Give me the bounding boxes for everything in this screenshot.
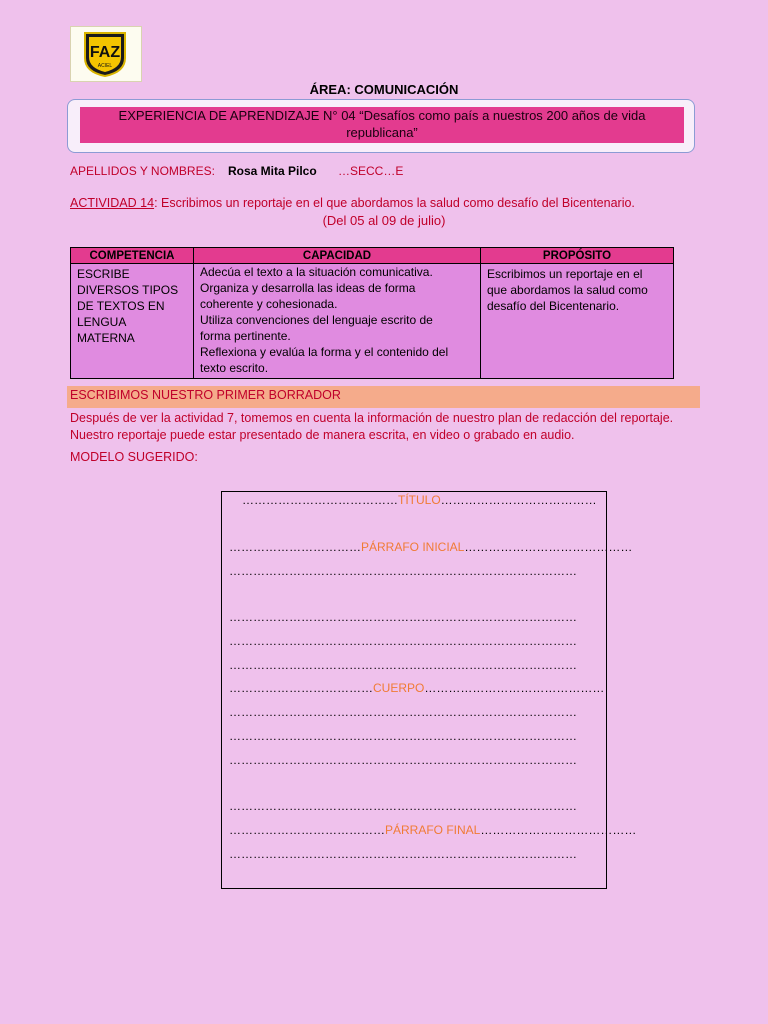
capacidad-line: texto escrito. [200,361,269,375]
instructions-line-1: Después de ver la actividad 7, tomemos en cuenta la información de nuestro plan de redacción del reportaje. [70,411,674,425]
dotted-line: …………………………………………………………………………… [229,799,577,813]
dotted-line: …………………………………………………………………………… [229,753,577,767]
area-title: ÁREA: COMUNICACIÓN [309,82,459,97]
activity-dates: (Del 05 al 09 de julio) [322,213,446,228]
titulo-line: …………………………………TÍTULO………………………………… [242,493,597,507]
student-section: …SECC…E [338,164,404,178]
dotted-line: …………………………………………………………………………… [229,729,577,743]
table-header-row [71,248,674,264]
competencia-cell [71,264,194,379]
capacidad-line: Adecúa el texto a la situación comunicativa. [200,265,433,279]
proposito-cell [481,264,674,379]
proposito-line: Escribimos un reportaje en el [487,267,643,281]
logo-text: FAZ [89,44,121,61]
shield-icon [82,30,128,77]
dotted-line: …………………………………………………………………………… [229,705,577,719]
header-competencia: COMPETENCIA [71,248,194,264]
proposito-line: que abordamos la salud como [487,283,648,297]
competencia-line: DIVERSOS TIPOS [77,283,179,297]
activity-text: : Escribimos un reportaje en el que abordamos la salud como desafío del Bicentenario. [154,196,635,210]
modelo-label: MODELO SUGERIDO: [70,450,198,464]
model-template-box [221,491,637,889]
capacidad-line: forma pertinente. [200,329,291,343]
competency-table [70,247,674,379]
titulo-label: TÍTULO [398,493,441,507]
parrafo-final-line: …………………………………PÁRRAFO FINAL………………………………… [229,823,637,837]
proposito-line: desafío del Bicentenario. [487,299,620,313]
instructions-paragraph [70,410,710,444]
cuerpo-line: ………………………………CUERPO……………………………………… [229,681,605,695]
competencia-line: ESCRIBE [77,267,130,281]
experience-line-1: EXPERIENCIA DE APRENDIZAJE N° 04 “Desafíos como país a nuestros 200 años de vida [118,108,646,123]
capacidad-cell [194,264,481,379]
dotted-line: …………………………………………………………………………… [229,610,577,624]
table-row [71,264,674,379]
instructions-line-2: Nuestro reportaje puede estar presentado de manera escrita, en video o grabado en audio. [70,428,575,442]
cuerpo-label: CUERPO [373,681,425,695]
experience-banner [80,107,684,143]
capacidad-line: Organiza y desarrolla las ideas de forma [200,281,416,295]
competencia-line: MATERNA [77,331,135,345]
borrador-heading: ESCRIBIMOS NUESTRO PRIMER BORRADOR [67,386,700,408]
dotted-line: …………………………………………………………………………… [229,658,577,672]
experience-frame [67,99,695,153]
experience-line-2: republicana” [346,125,418,140]
capacidad-line: Utiliza convenciones del lenguaje escrito de [200,313,433,327]
student-name: Rosa Mita Pilco [228,164,317,178]
student-label: APELLIDOS Y NOMBRES: [70,164,215,178]
header-capacidad: CAPACIDAD [194,248,481,264]
dotted-line: …………………………………………………………………………… [229,634,577,648]
competencia-line: DE TEXTOS EN [77,299,165,313]
school-logo [70,26,142,82]
activity-line [70,196,710,210]
parrafo-inicial-label: PÁRRAFO INICIAL [361,540,465,554]
activity-label: ACTIVIDAD 14 [70,196,155,210]
dotted-line: …………………………………………………………………………… [229,564,577,578]
parrafo-inicial-line: ……………………………PÁRRAFO INICIAL…………………………………… [229,540,633,554]
parrafo-final-label: PÁRRAFO FINAL [385,823,481,837]
logo-subtext: ACIEL [97,63,113,69]
header-proposito: PROPÓSITO [481,248,674,264]
capacidad-line: coherente y cohesionada. [200,297,338,311]
dotted-line: …………………………………………………………………………… [229,847,577,861]
capacidad-line: Reflexiona y evalúa la forma y el contenido del [200,345,449,359]
competencia-line: LENGUA [77,315,127,329]
